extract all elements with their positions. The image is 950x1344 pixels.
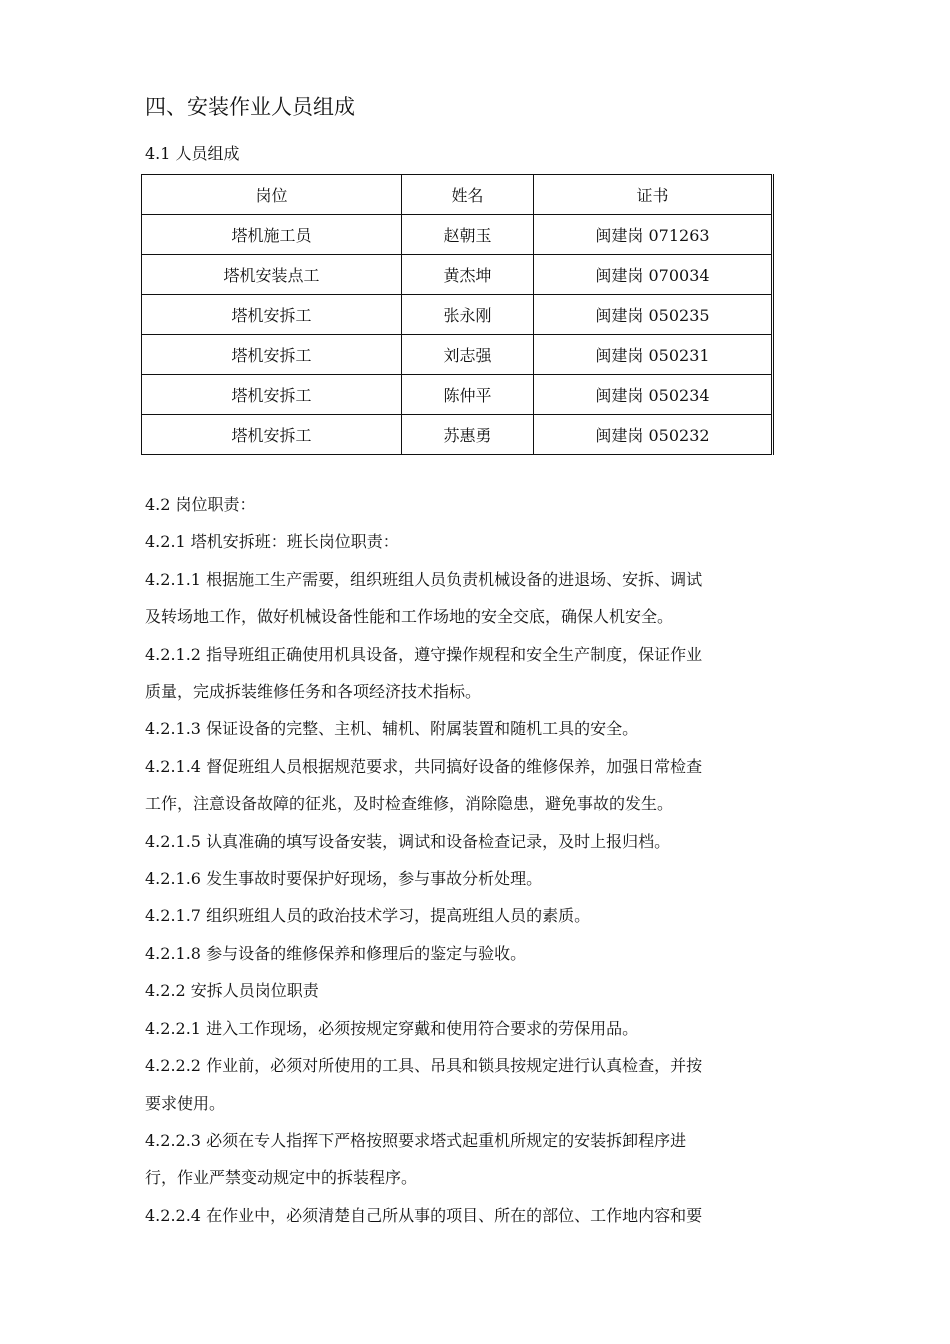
paragraph-line: 4.2.1.6 发生事故时要保护好现场，参与事故分析处理。 (145, 869, 543, 889)
cell-position: 塔机安装点工 (142, 255, 402, 295)
paragraph (145, 935, 825, 972)
paragraph-line: 4.2.2.2 作业前，必须对所使用的工具、吊具和锁具按规定进行认真检查，并按 (145, 1056, 703, 1076)
paragraph (145, 897, 825, 934)
table-row (142, 415, 773, 455)
paragraph (145, 748, 825, 823)
cell-certificate: 闽建岗 070034 (534, 255, 773, 295)
paragraph-line: 4.2.1.8 参与设备的维修保养和修理后的鉴定与验收。 (145, 943, 527, 963)
paragraph (145, 823, 825, 860)
cell-position: 塔机安拆工 (142, 375, 402, 415)
cell-certificate: 闽建岗 071263 (534, 215, 773, 255)
cell-certificate: 闽建岗 050234 (534, 375, 773, 415)
paragraph-line: 工作，注意设备故障的征兆，及时检查维修，消除隐患，避免事故的发生。 (145, 794, 674, 814)
paragraph (145, 636, 825, 711)
cell-name: 刘志强 (402, 335, 534, 375)
cell-position: 塔机安拆工 (142, 335, 402, 375)
paragraph-line: 4.2.1.7 组织班组人员的政治技术学习，提高班组人员的素质。 (145, 906, 591, 926)
cell-position: 塔机安拆工 (142, 415, 402, 455)
table-row (142, 215, 773, 255)
table-row (142, 335, 773, 375)
paragraph (145, 860, 825, 897)
paragraph-line: 4.2.1.1 根据施工生产需要，组织班组人员负责机械设备的进退场、安拆、调试 (145, 569, 703, 589)
paragraph (145, 710, 825, 747)
column-header-certificate: 证书 (534, 175, 773, 215)
paragraph-line: 4.2.1.4 督促班组人员根据规范要求，共同搞好设备的维修保养，加强日常检查 (145, 756, 703, 776)
paragraph-line: 4.2.1.5 认真准确的填写设备安装，调试和设备检查记录，及时上报归档。 (145, 831, 671, 851)
paragraph (145, 972, 825, 1009)
cell-name: 张永刚 (402, 295, 534, 335)
paragraph-line: 行，作业严禁变动规定中的拆装程序。 (145, 1168, 418, 1188)
paragraph-line: 质量，完成拆装维修任务和各项经济技术指标。 (145, 682, 482, 702)
cell-name: 陈仲平 (402, 375, 534, 415)
paragraph-line: 及转场地工作，做好机械设备性能和工作场地的安全交底，确保人机安全。 (145, 607, 674, 627)
paragraph-line: 4.2 岗位职责： (145, 495, 256, 514)
personnel-table (141, 174, 774, 455)
paragraph (145, 486, 825, 523)
paragraph-line: 4.2.1.2 指导班组正确使用机具设备，遵守操作规程和安全生产制度，保证作业 (145, 644, 703, 664)
cell-position: 塔机施工员 (142, 215, 402, 255)
paragraph (145, 1197, 825, 1234)
paragraph-line: 4.2.1.3 保证设备的完整、主机、辅机、附属装置和随机工具的安全。 (145, 719, 639, 739)
cell-name: 黄杰坤 (402, 255, 534, 295)
table-header-row (142, 175, 773, 215)
cell-certificate: 闽建岗 050235 (534, 295, 773, 335)
cell-position: 塔机安拆工 (142, 295, 402, 335)
cell-name: 苏惠勇 (402, 415, 534, 455)
column-header-name: 姓名 (402, 175, 534, 215)
table-row (142, 295, 773, 335)
duties-text (145, 486, 825, 1234)
paragraph (145, 561, 825, 636)
paragraph-line: 4.2.2.1 进入工作现场，必须按规定穿戴和使用符合要求的劳保用品。 (145, 1018, 639, 1038)
paragraph (145, 1010, 825, 1047)
cell-name: 赵朝玉 (402, 215, 534, 255)
table-row (142, 255, 773, 295)
paragraph (145, 1047, 825, 1122)
paragraph (145, 1122, 825, 1197)
cell-certificate: 闽建岗 050232 (534, 415, 773, 455)
subheading: 4.1 人员组成 (145, 144, 240, 163)
paragraph-line: 4.2.2.4 在作业中，必须清楚自己所从事的项目、所在的部位、工作地内容和要 (145, 1205, 703, 1225)
paragraph-line: 4.2.2 安拆人员岗位职责 (145, 981, 319, 1001)
section-heading: 四、安装作业人员组成 (145, 95, 355, 119)
paragraph-line: 4.2.2.3 必须在专人指挥下严格按照要求塔式起重机所规定的安装拆卸程序进 (145, 1130, 687, 1150)
table-row (142, 375, 773, 415)
cell-certificate: 闽建岗 050231 (534, 335, 773, 375)
paragraph-line: 4.2.1 塔机安拆班：班长岗位职责： (145, 532, 399, 552)
column-header-position: 岗位 (142, 175, 402, 215)
paragraph (145, 523, 825, 560)
paragraph-line: 要求使用。 (145, 1093, 226, 1113)
